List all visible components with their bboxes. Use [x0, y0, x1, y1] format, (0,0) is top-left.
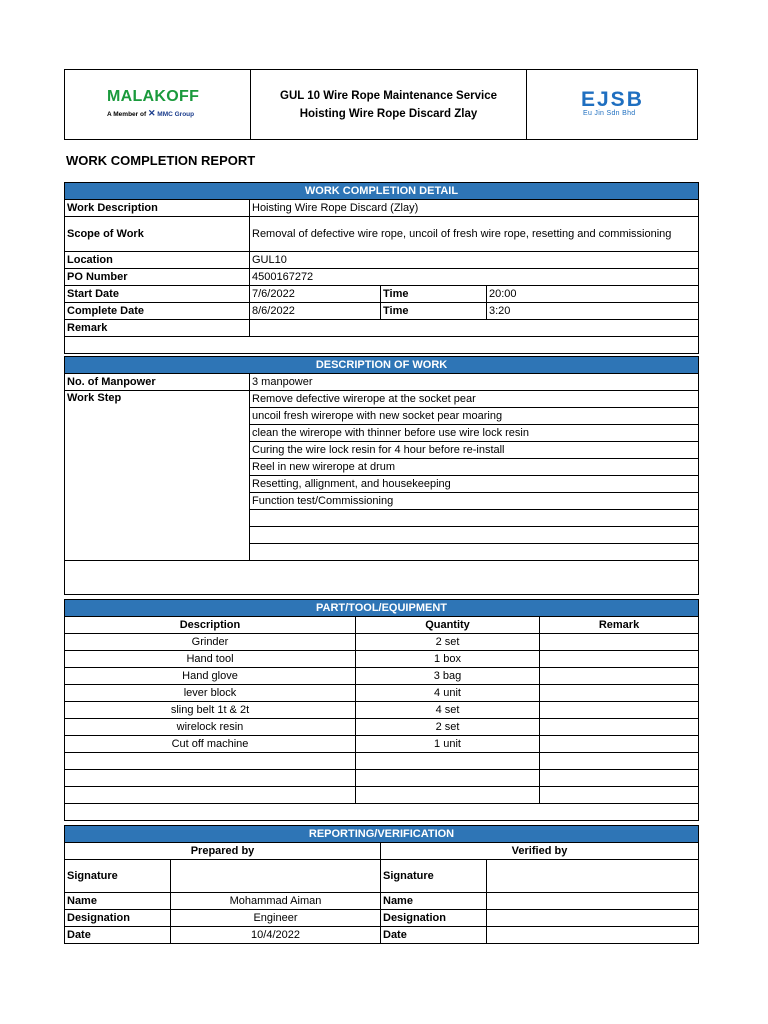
part-description: Cut off machine: [65, 736, 356, 753]
part-description: Grinder: [65, 634, 356, 651]
location-value: GUL10: [250, 252, 699, 269]
spacer-row: [65, 804, 699, 821]
work-step-item: Curing the wire lock resin for 4 hour before re-install: [250, 442, 699, 459]
verified-signature-field: [487, 860, 699, 893]
work-step-item: [250, 510, 699, 527]
section-band-verification: REPORTING/VERIFICATION: [65, 826, 699, 843]
work-description-value: Hoisting Wire Rope Discard (Zlay): [250, 200, 699, 217]
prepared-designation-value: Engineer: [171, 910, 381, 927]
part-description: sling belt 1t & 2t: [65, 702, 356, 719]
part-remark: [540, 719, 699, 736]
verified-signature-label: Signature: [381, 860, 487, 893]
complete-date-label: Complete Date: [65, 303, 250, 320]
part-description: Hand glove: [65, 668, 356, 685]
po-label: PO Number: [65, 269, 250, 286]
work-completion-detail-table: [64, 182, 699, 354]
ejsb-tagline: Eu Jin Sdn Bhd: [583, 110, 636, 117]
document-title: GUL 10 Wire Rope Maintenance Service Hoisting Wire Rope Discard Zlay: [251, 70, 527, 139]
table-row: [65, 719, 699, 736]
part-quantity: [356, 770, 540, 787]
part-description: [65, 753, 356, 770]
prepared-signature-field: [171, 860, 381, 893]
part-remark: [540, 736, 699, 753]
malakoff-logo-text: MALAKOFF: [107, 88, 200, 105]
work-step-item: [250, 527, 699, 544]
description-of-work-table: [64, 356, 699, 595]
prepared-date-label: Date: [65, 927, 171, 944]
part-description: lever block: [65, 685, 356, 702]
malakoff-tagline-group: MMC Group: [157, 111, 195, 118]
part-quantity: [356, 753, 540, 770]
complete-date-value: 8/6/2022: [250, 303, 381, 320]
parts-header-remark: Remark: [540, 617, 699, 634]
part-remark: [540, 787, 699, 804]
part-quantity: 1 unit: [356, 736, 540, 753]
work-step-item: clean the wirerope with thinner before use wire lock resin: [250, 425, 699, 442]
po-value: 4500167272: [250, 269, 699, 286]
manpower-value: 3 manpower: [250, 374, 699, 391]
ejsb-logo: [527, 70, 697, 139]
part-remark: [540, 702, 699, 719]
parts-header-quantity: Quantity: [356, 617, 540, 634]
verified-date-label: Date: [381, 927, 487, 944]
table-row: [65, 668, 699, 685]
verified-by-heading: Verified by: [381, 843, 699, 860]
prepared-signature-label: Signature: [65, 860, 171, 893]
part-quantity: 2 set: [356, 634, 540, 651]
malakoff-logo: [65, 70, 251, 139]
verified-designation-value: [487, 910, 699, 927]
work-step-item: Remove defective wirerope at the socket pear: [250, 391, 699, 408]
location-label: Location: [65, 252, 250, 269]
verified-name-value: [487, 893, 699, 910]
complete-time-label: Time: [381, 303, 487, 320]
parts-table: [64, 599, 699, 821]
table-row: [65, 753, 699, 770]
remark-label: Remark: [65, 320, 250, 337]
part-quantity: 2 set: [356, 719, 540, 736]
table-row: [65, 651, 699, 668]
work-step-item: Function test/Commissioning: [250, 493, 699, 510]
part-remark: [540, 651, 699, 668]
part-remark: [540, 668, 699, 685]
section-band-parts: PART/TOOL/EQUIPMENT: [65, 600, 699, 617]
part-quantity: 1 box: [356, 651, 540, 668]
verification-table: [64, 825, 699, 944]
remark-value: [250, 320, 699, 337]
part-quantity: [356, 787, 540, 804]
parts-header-description: Description: [65, 617, 356, 634]
verified-designation-label: Designation: [381, 910, 487, 927]
scope-label: Scope of Work: [65, 217, 250, 252]
prepared-designation-label: Designation: [65, 910, 171, 927]
part-description: Hand tool: [65, 651, 356, 668]
work-description-label: Work Description: [65, 200, 250, 217]
prepared-by-heading: Prepared by: [65, 843, 381, 860]
part-quantity: 4 set: [356, 702, 540, 719]
mmc-x-icon: ✕: [147, 108, 156, 118]
part-remark: [540, 685, 699, 702]
part-remark: [540, 634, 699, 651]
verified-date-value: [487, 927, 699, 944]
start-time-value: 20:00: [487, 286, 699, 303]
table-row: [65, 702, 699, 719]
work-step-item: Reel in new wirerope at drum: [250, 459, 699, 476]
work-step-item: uncoil fresh wirerope with new socket pear moaring: [250, 408, 699, 425]
part-quantity: 4 unit: [356, 685, 540, 702]
work-step-item: [250, 544, 699, 561]
work-step-item: Resetting, allignment, and housekeeping: [250, 476, 699, 493]
part-remark: [540, 753, 699, 770]
workstep-label: Work Step: [65, 391, 250, 561]
table-row: [65, 685, 699, 702]
start-date-label: Start Date: [65, 286, 250, 303]
section-band-detail: WORK COMPLETION DETAIL: [65, 183, 699, 200]
table-row: [65, 736, 699, 753]
document-header: [64, 69, 698, 140]
malakoff-tagline-prefix: A Member of: [107, 111, 147, 118]
table-row: [65, 770, 699, 787]
verified-name-label: Name: [381, 893, 487, 910]
start-time-label: Time: [381, 286, 487, 303]
part-description: wirelock resin: [65, 719, 356, 736]
manpower-label: No. of Manpower: [65, 374, 250, 391]
part-description: [65, 770, 356, 787]
start-date-value: 7/6/2022: [250, 286, 381, 303]
table-row: [65, 787, 699, 804]
complete-time-value: 3:20: [487, 303, 699, 320]
part-description: [65, 787, 356, 804]
malakoff-tagline: [107, 108, 194, 119]
scope-value: Removal of defective wire rope, uncoil of fresh wire rope, resetting and commissioning: [250, 217, 699, 252]
ejsb-logo-text: EJSB: [581, 88, 644, 111]
part-quantity: 3 bag: [356, 668, 540, 685]
part-remark: [540, 770, 699, 787]
spacer-row: [65, 561, 699, 595]
prepared-name-label: Name: [65, 893, 171, 910]
prepared-date-value: 10/4/2022: [171, 927, 381, 944]
spacer-row: [65, 337, 699, 354]
prepared-name-value: Mohammad Aiman: [171, 893, 381, 910]
section-band-description: DESCRIPTION OF WORK: [65, 357, 699, 374]
report-title: WORK COMPLETION REPORT: [66, 153, 256, 168]
table-row: [65, 634, 699, 651]
